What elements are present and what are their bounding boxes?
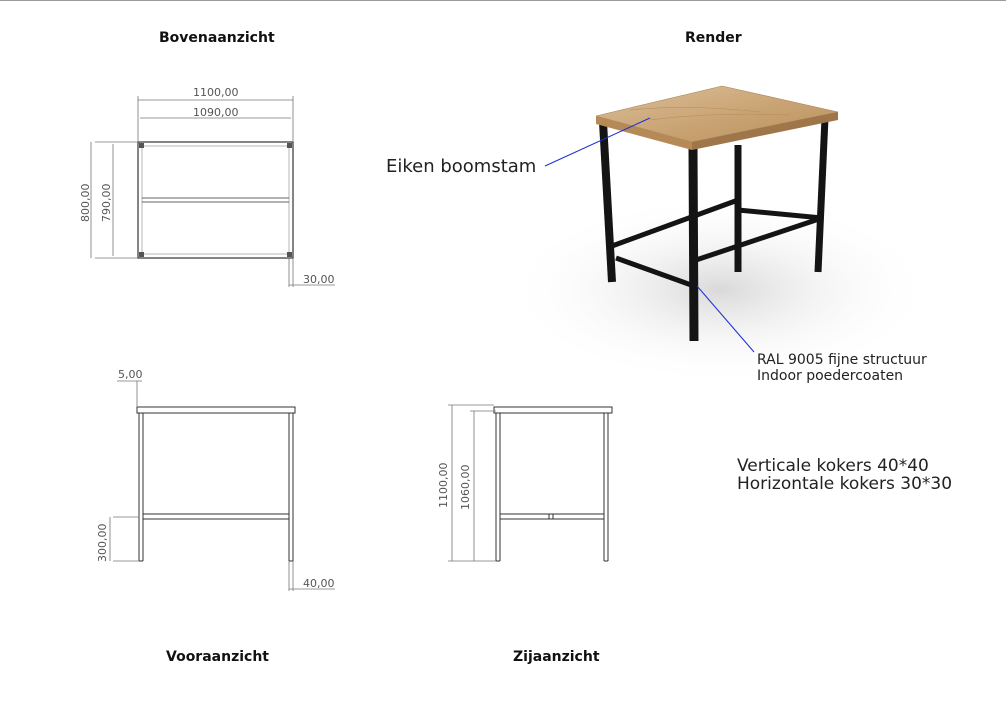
leader-wood — [545, 118, 650, 166]
dim-height-1100: 1100,00 — [437, 462, 450, 508]
side-view-tabletop — [494, 407, 612, 413]
dim-width-1100: 1100,00 — [193, 86, 239, 99]
title-zijaanzicht: Zijaanzicht — [513, 649, 600, 665]
dim-rail-300: 300,00 — [96, 523, 109, 562]
top-view-inner — [142, 146, 289, 254]
top-view-leg — [287, 143, 292, 148]
render-image — [505, 86, 935, 385]
top-view-leg — [287, 252, 292, 257]
label-coating-line1: RAL 9005 fijne structuur — [757, 352, 927, 368]
dim-depth-800: 800,00 — [79, 183, 92, 222]
dim-depth-790: 790,00 — [100, 183, 113, 222]
dim-tube-30: 30,00 — [303, 273, 335, 286]
label-wood: Eiken boomstam — [386, 156, 537, 177]
top-view-leg — [139, 252, 144, 257]
side-view — [494, 407, 612, 561]
label-coating-line2: Indoor poedercoaten — [757, 368, 904, 384]
top-view — [138, 142, 293, 258]
dim-leg-40: 40,00 — [303, 577, 335, 590]
spec-note-vertical: Verticale kokers 40*40 — [737, 456, 929, 476]
render-leg-front-right — [693, 148, 694, 341]
title-vooraanzicht: Vooraanzicht — [166, 649, 269, 665]
dim-width-1090: 1090,00 — [193, 106, 239, 119]
front-view-tabletop — [137, 407, 295, 413]
title-render: Render — [685, 30, 742, 46]
dim-height-1060: 1060,00 — [459, 464, 472, 510]
top-view-outline — [138, 142, 293, 258]
dim-top-thickness-5: 5,00 — [118, 368, 143, 381]
spec-note-horizontal: Horizontale kokers 30*30 — [737, 474, 953, 494]
top-view-leg — [139, 143, 144, 148]
front-view — [137, 407, 295, 561]
side-view-dimensions — [448, 405, 496, 561]
title-bovenaanzicht: Bovenaanzicht — [159, 30, 275, 46]
